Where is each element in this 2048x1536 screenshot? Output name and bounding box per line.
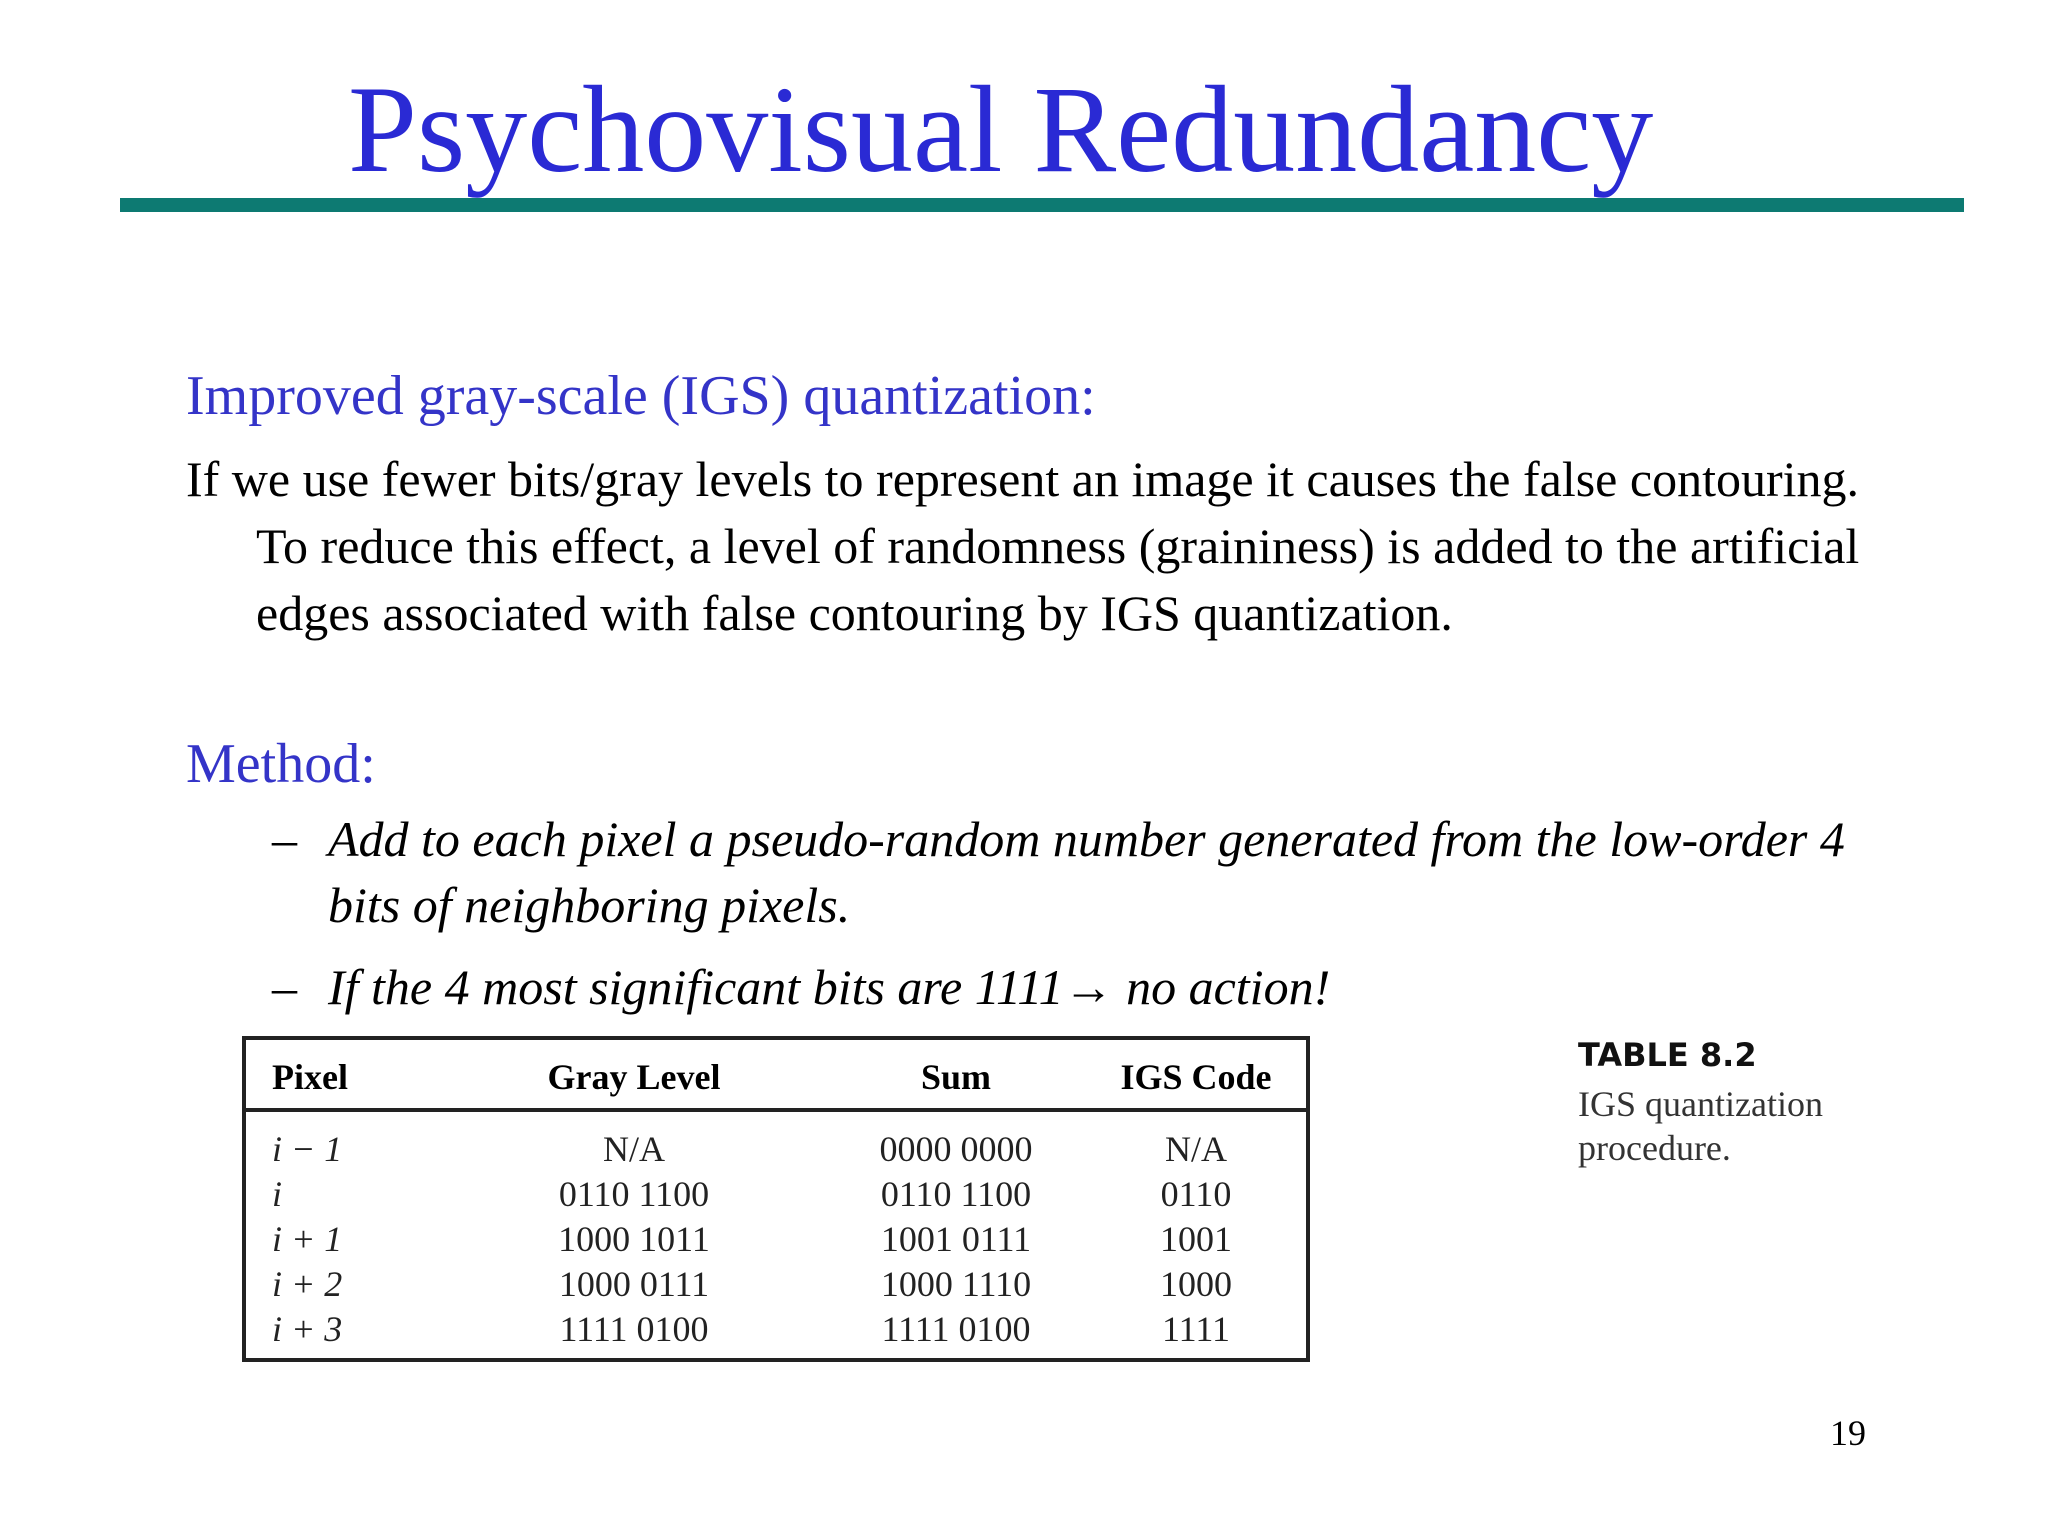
cell-pixel: i [272, 1174, 283, 1214]
header-igs-code: IGS Code [1120, 1057, 1272, 1097]
bullet-text: Add to each pixel a pseudo-random number generated from the low-order 4 bits of neighboring pixels. [328, 811, 1845, 933]
method-heading: Method: [186, 733, 376, 795]
cell-pixel: i + 1 [272, 1219, 343, 1259]
header-sum: Sum [920, 1057, 992, 1097]
cell-sum: 1001 0111 [880, 1219, 1032, 1259]
bullet-text: If the 4 most significant bits are 1111→ no action! [328, 959, 1331, 1015]
table-label: TABLE 8.2 [1578, 1036, 1757, 1074]
bullet-dash: – [272, 959, 297, 1015]
table-header-row [246, 1040, 1306, 1112]
cell-pixel: i + 2 [272, 1264, 343, 1304]
igs-description: If we use fewer bits/gray levels to represent an image it causes the false contouring. To reduce this effect, a level of randomness (graininess) is added to the artificial edges associated with false contouring by IGS quantization. [186, 451, 1860, 641]
igs-table [242, 1036, 1310, 1362]
cell-pixel: i + 3 [272, 1309, 343, 1349]
cell-gray-level: N/A [603, 1129, 665, 1169]
header-gray-level: Gray Level [547, 1057, 721, 1097]
table-row [246, 1308, 1306, 1353]
page-number: 19 [1830, 1413, 1866, 1453]
table-row [246, 1263, 1306, 1308]
cell-igs-code: 1111 [1162, 1309, 1230, 1349]
cell-igs-code: 1001 [1160, 1219, 1232, 1259]
cell-sum: 0110 1100 [880, 1174, 1032, 1214]
cell-igs-code: 0110 [1160, 1174, 1232, 1214]
table-row [246, 1128, 1306, 1173]
cell-sum: 0000 0000 [879, 1129, 1033, 1169]
cell-gray-level: 1000 0111 [558, 1264, 710, 1304]
bullet-dash: – [272, 811, 297, 867]
table-caption [1578, 1036, 1908, 1170]
cell-sum: 1111 0100 [881, 1309, 1031, 1349]
cell-gray-level: 0110 1100 [558, 1174, 710, 1214]
cell-igs-code: 1000 [1160, 1264, 1232, 1304]
cell-gray-level: 1000 1011 [558, 1219, 710, 1259]
table-row [246, 1173, 1306, 1218]
cell-gray-level: 1111 0100 [559, 1309, 709, 1349]
method-bullet [272, 806, 1892, 938]
cell-sum: 1000 1110 [880, 1264, 1032, 1304]
title-underline [120, 198, 1964, 212]
cell-igs-code: N/A [1165, 1129, 1227, 1169]
cell-pixel: i − 1 [272, 1129, 343, 1169]
slide-title: Psychovisual Redundancy [348, 61, 1654, 198]
method-bullet [272, 954, 1892, 1020]
header-pixel: Pixel [272, 1057, 348, 1097]
table-row [246, 1218, 1306, 1263]
table-caption-text: IGS quantization procedure. [1578, 1084, 1823, 1168]
igs-heading: Improved gray-scale (IGS) quantization: [186, 365, 1096, 427]
